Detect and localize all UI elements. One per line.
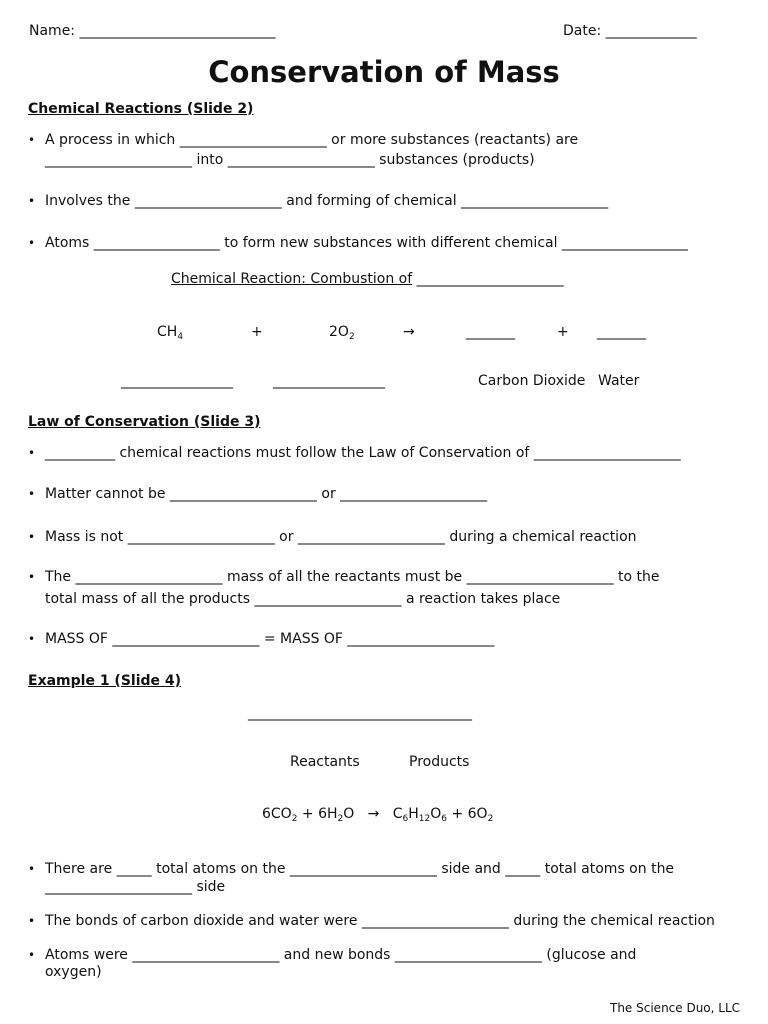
- eq-subscript: 2: [291, 814, 298, 824]
- bullet-text: The bonds of carbon dioxide and water were _____________________ during the chemical reaction: [45, 913, 715, 929]
- footer-credit: The Science Duo, LLC: [610, 1001, 741, 1015]
- bullet-text: __________ chemical reactions must follow the Law of Conservation of _____________________: [45, 445, 681, 461]
- page-title: Conservation of Mass: [208, 55, 560, 89]
- bullet-icon: •: [28, 570, 36, 584]
- eq-term: O: [430, 806, 442, 822]
- bullet-text: Matter cannot be _____________________ or _____________________: [45, 486, 488, 502]
- eq-term: + 6O: [447, 806, 488, 822]
- bullet-text: The _____________________ mass of all the reactants must be _____________________ to the: [45, 569, 660, 585]
- reactants-label: Reactants: [290, 754, 360, 770]
- name-field-label: Name: ____________________________: [29, 23, 276, 39]
- example-title-blank: ________________________________: [248, 705, 472, 721]
- bullet-text-continued: _____________________ side: [45, 879, 226, 895]
- bullet-text: A process in which _____________________ or more substances (reactants) are: [45, 132, 579, 148]
- bullet-text: Mass is not _____________________ or _____________________ during a chemical reaction: [45, 529, 637, 545]
- equation-product-2-blank: _______: [597, 324, 646, 340]
- section-heading-chemical-reactions: Chemical Reactions (Slide 2): [28, 101, 254, 117]
- bullet-icon: •: [28, 862, 36, 876]
- bullet-text: There are _____ total atoms on the _____________________ side and _____ total atoms on the: [45, 861, 675, 877]
- photosynthesis-equation: [262, 805, 493, 823]
- eq-subscript: 12: [418, 814, 431, 824]
- equation-reactant-1: [157, 323, 183, 341]
- bullet-text: Atoms were _____________________ and new bonds _____________________ (glucose and: [45, 947, 637, 963]
- bullet-text: Involves the _____________________ and forming of chemical _____________________: [45, 193, 609, 209]
- section-heading-example-1: Example 1 (Slide 4): [28, 673, 182, 689]
- eq-subscript: 2: [337, 814, 344, 824]
- equation-plus: +: [251, 324, 263, 340]
- reactant-1-subscript: 4: [177, 332, 184, 342]
- eq-term: O: [343, 806, 355, 822]
- bullet-icon: •: [28, 236, 36, 250]
- bullet-icon: •: [28, 133, 36, 147]
- bullet-icon: •: [28, 446, 36, 460]
- bullet-text: MASS OF _____________________ = MASS OF _____________________: [45, 631, 495, 647]
- bullet-text: Atoms __________________ to form new substances with different chemical __________________: [45, 235, 688, 251]
- bullet-icon: •: [28, 194, 36, 208]
- section-heading-law-of-conservation: Law of Conservation (Slide 3): [28, 414, 261, 430]
- eq-term: 6CO: [262, 806, 292, 822]
- bullet-icon: •: [28, 632, 36, 646]
- equation-product-1-blank: _______: [466, 324, 515, 340]
- arrow-icon: →: [403, 324, 415, 340]
- bullet-text-continued: _____________________ into _____________________ substances (products): [45, 152, 535, 168]
- reactant-2-subscript: 2: [348, 332, 355, 342]
- eq-term: C: [392, 806, 403, 822]
- product-label-water: Water: [598, 373, 640, 389]
- bullet-text-continued: total mass of all the products _____________________ a reaction takes place: [45, 591, 561, 607]
- reactant-label-blank: ________________: [121, 373, 233, 389]
- product-label-carbon-dioxide: Carbon Dioxide: [478, 373, 586, 389]
- date-field-label: Date: _____________: [563, 23, 697, 39]
- reaction-title-text: Chemical Reaction: Combustion of: [171, 271, 413, 287]
- arrow-icon: →: [367, 806, 380, 822]
- eq-subscript: 6: [441, 814, 447, 824]
- eq-subscript: 6: [402, 814, 409, 824]
- bullet-icon: •: [28, 914, 36, 928]
- eq-term: H: [408, 806, 419, 822]
- equation-reactant-2: [329, 323, 355, 341]
- bullet-icon: •: [28, 530, 36, 544]
- reactant-1-text: CH: [157, 324, 178, 340]
- eq-subscript: 2: [487, 814, 494, 824]
- bullet-text-continued: oxygen): [45, 964, 102, 980]
- reaction-title-blank: _____________________: [416, 271, 564, 287]
- products-label: Products: [409, 754, 470, 770]
- reaction-title: [171, 270, 564, 288]
- eq-term: + 6H: [297, 806, 338, 822]
- bullet-icon: •: [28, 948, 36, 962]
- reactant-2-text: 2O: [329, 324, 349, 340]
- bullet-icon: •: [28, 487, 36, 501]
- reactant-label-blank: ________________: [273, 373, 385, 389]
- equation-plus: +: [557, 324, 569, 340]
